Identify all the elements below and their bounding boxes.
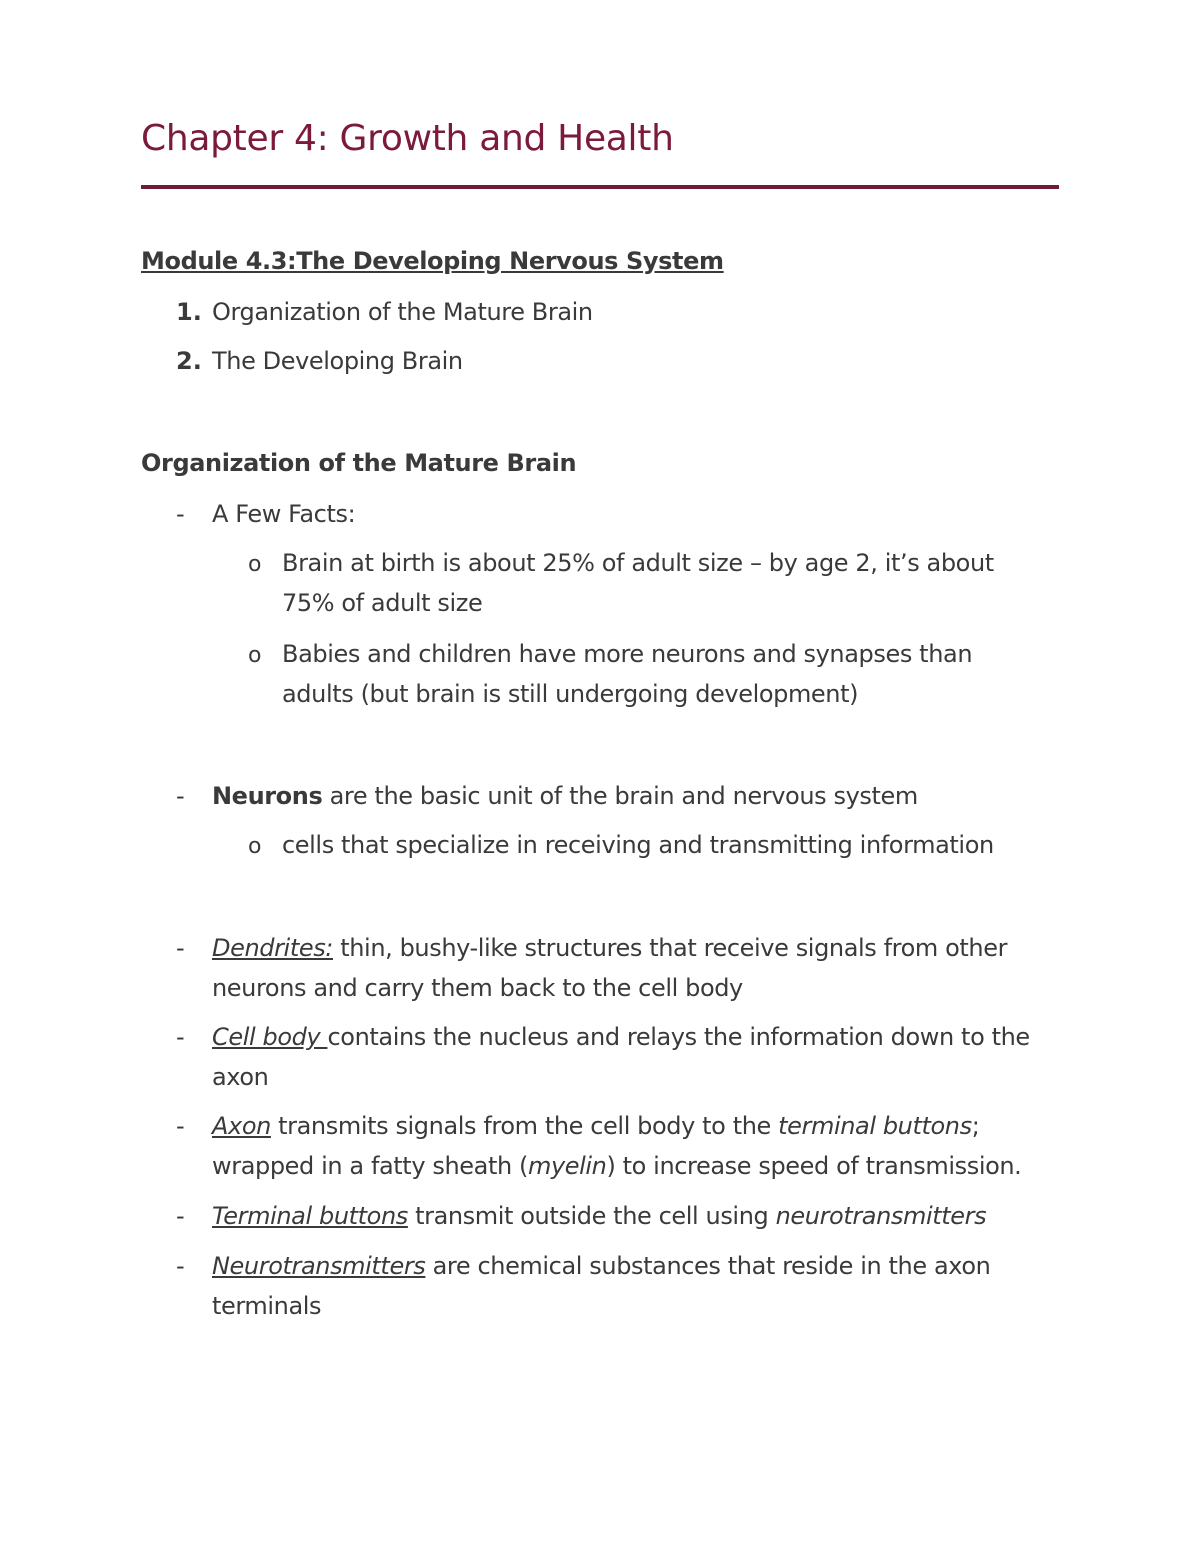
cell-body-line-1: [212, 1022, 1030, 1052]
axon-line-1: [212, 1111, 979, 1141]
title-divider: [141, 185, 1059, 189]
dash-bullet: -: [176, 934, 185, 962]
fact-2-line-2: adults (but brain is still undergoing development): [282, 680, 859, 708]
outline-number-1: 1.: [176, 298, 202, 326]
neurotransmitters-line-2: terminals: [212, 1292, 322, 1320]
axon-line2-a: wrapped in a fatty sheath (: [212, 1152, 528, 1180]
dash-bullet: -: [176, 1023, 185, 1051]
fact-2-line-1: Babies and children have more neurons and synapses than: [282, 640, 973, 668]
module-heading: Module 4.3:The Developing Nervous System: [141, 247, 724, 275]
circle-bullet: o: [248, 643, 262, 668]
section-heading: Organization of the Mature Brain: [141, 449, 577, 477]
cell-body-definition: contains the nucleus and relays the information down to the: [327, 1023, 1030, 1051]
dendrites-definition: thin, bushy-like structures that receive signals from other: [333, 934, 1008, 962]
fact-1-line-1: Brain at birth is about 25% of adult size – by age 2, it’s about: [282, 549, 994, 577]
cell-body-term: Cell body: [212, 1023, 328, 1051]
dendrites-line-1: [212, 933, 1007, 963]
neurons-sub: cells that specialize in receiving and transmitting information: [282, 831, 994, 859]
page-title: Chapter 4: Growth and Health: [141, 118, 674, 159]
neurons-term: Neurons: [212, 782, 323, 810]
axon-terminal-buttons: terminal buttons: [778, 1112, 972, 1140]
cell-body-line-2: axon: [212, 1063, 269, 1091]
fact-1-line-2: 75% of adult size: [282, 589, 483, 617]
neurons-line: [212, 781, 918, 811]
terminal-buttons-term: Terminal buttons: [212, 1202, 408, 1230]
dendrites-term: Dendrites:: [212, 934, 333, 962]
terminal-buttons-definition: transmit outside the cell using: [407, 1202, 776, 1230]
dendrites-line-2: neurons and carry them back to the cell body: [212, 974, 743, 1002]
outline-number-2: 2.: [176, 347, 202, 375]
axon-line-2: [212, 1151, 1021, 1181]
axon-line2-b: ) to increase speed of transmission.: [606, 1152, 1022, 1180]
dash-bullet: -: [176, 1112, 185, 1140]
axon-semicolon: ;: [971, 1112, 980, 1140]
axon-definition-a: transmits signals from the cell body to the: [270, 1112, 779, 1140]
outline-item-1: Organization of the Mature Brain: [212, 298, 593, 326]
neurons-definition: are the basic unit of the brain and nervous system: [322, 782, 918, 810]
terminal-buttons-line: [212, 1201, 986, 1231]
dash-bullet: -: [176, 1202, 185, 1230]
circle-bullet: o: [248, 552, 262, 577]
facts-label: A Few Facts:: [212, 500, 356, 528]
dash-bullet: -: [176, 500, 185, 528]
neurotransmitters-definition: are chemical substances that reside in the axon: [425, 1252, 991, 1280]
terminal-buttons-neurotransmitters: neurotransmitters: [775, 1202, 987, 1230]
dash-bullet: -: [176, 782, 185, 810]
neurotransmitters-term: Neurotransmitters: [212, 1252, 426, 1280]
axon-term: Axon: [212, 1112, 271, 1140]
dash-bullet: -: [176, 1252, 185, 1280]
circle-bullet: o: [248, 834, 262, 859]
axon-myelin: myelin: [527, 1152, 607, 1180]
neurotransmitters-line-1: [212, 1251, 990, 1281]
outline-item-2: The Developing Brain: [212, 347, 463, 375]
